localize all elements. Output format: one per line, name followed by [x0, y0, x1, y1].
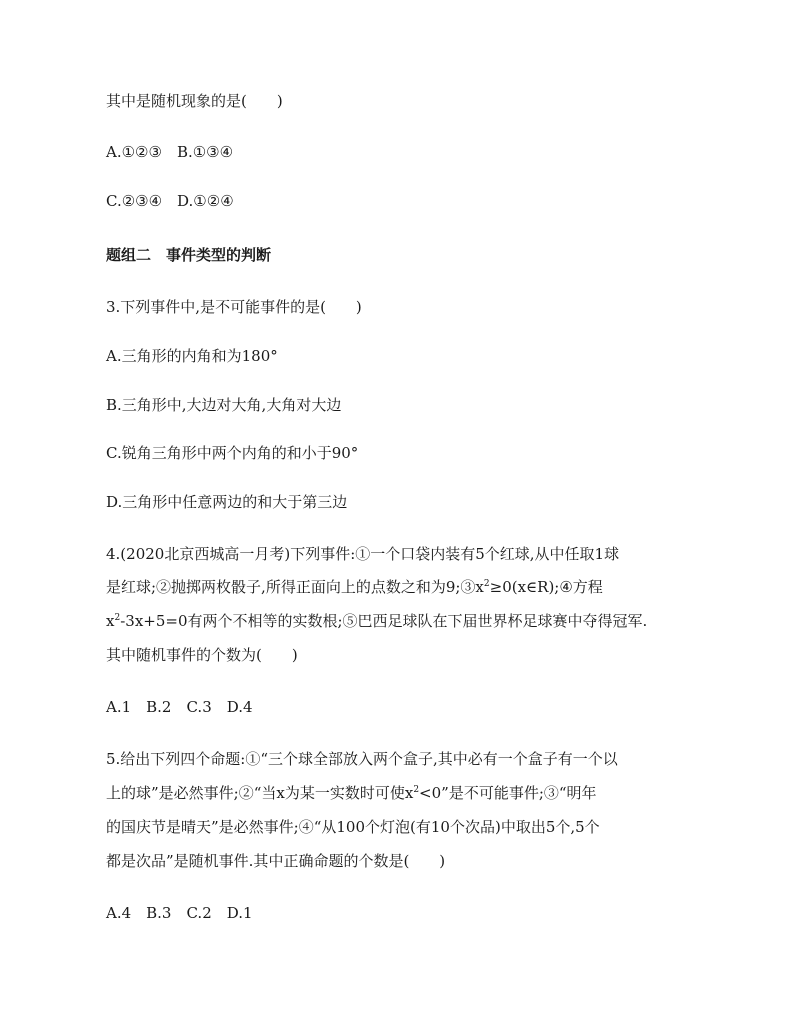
q4-line2-suffix: ≥0(x∈R);④方程 [489, 578, 603, 596]
q4-line2-exponent: 2 [483, 579, 490, 589]
q4-options: A.1 B.2 C.3 D.4 [106, 698, 253, 716]
q5-line1: 5.给出下列四个命题:①“三个球全部放入两个盒子,其中必有一个盒子有一个以 [106, 750, 618, 768]
q2-options-cd: C.②③④ D.①②④ [106, 192, 234, 210]
q4-line3-prefix: x [106, 612, 115, 630]
q4-line3-suffix: -3x+5=0有两个不相等的实数根;⑤巴西足球队在下届世界杯足球赛中夺得冠军. [120, 612, 648, 630]
q4-line3-exponent: 2 [114, 613, 121, 623]
q3-stem: 3.下列事件中,是不可能事件的是( ) [106, 298, 362, 316]
q4-line2-prefix: 是红球;②抛掷两枚骰子,所得正面向上的点数之和为9;③x [106, 578, 484, 596]
q5-options: A.4 B.3 C.2 D.1 [106, 904, 253, 922]
q4-line2 [106, 577, 706, 597]
section-title: 题组二 事件类型的判断 [106, 246, 272, 264]
q3-option-d: D.三角形中任意两边的和大于第三边 [106, 493, 348, 511]
q4-line1: 4.(2020北京西城高一月考)下列事件:①一个口袋内装有5个红球,从中任取1球 [106, 545, 620, 563]
q2-stem-end: 其中是随机现象的是( ) [106, 92, 283, 110]
q5-line2 [106, 783, 706, 803]
q5-line2-suffix: <0”是不可能事件;③“明年 [419, 784, 597, 802]
q3-option-a: A.三角形的内角和为180° [106, 347, 278, 365]
q3-option-b: B.三角形中,大边对大角,大角对大边 [106, 396, 342, 414]
q2-options-ab: A.①②③ B.①③④ [106, 143, 234, 161]
q5-line2-prefix: 上的球”是必然事件;②“当x为某一实数时可使x [106, 784, 414, 802]
q5-line4: 都是次品”是随机事件.其中正确命题的个数是( ) [106, 852, 446, 870]
q5-line3: 的国庆节是晴天”是必然事件;④“从100个灯泡(有10个次品)中取出5个,5个 [106, 818, 600, 836]
q4-line4: 其中随机事件的个数为( ) [106, 646, 298, 664]
q5-line2-exponent: 2 [413, 785, 420, 795]
q3-option-c: C.锐角三角形中两个内角的和小于90° [106, 444, 359, 462]
q4-line3 [106, 611, 706, 631]
